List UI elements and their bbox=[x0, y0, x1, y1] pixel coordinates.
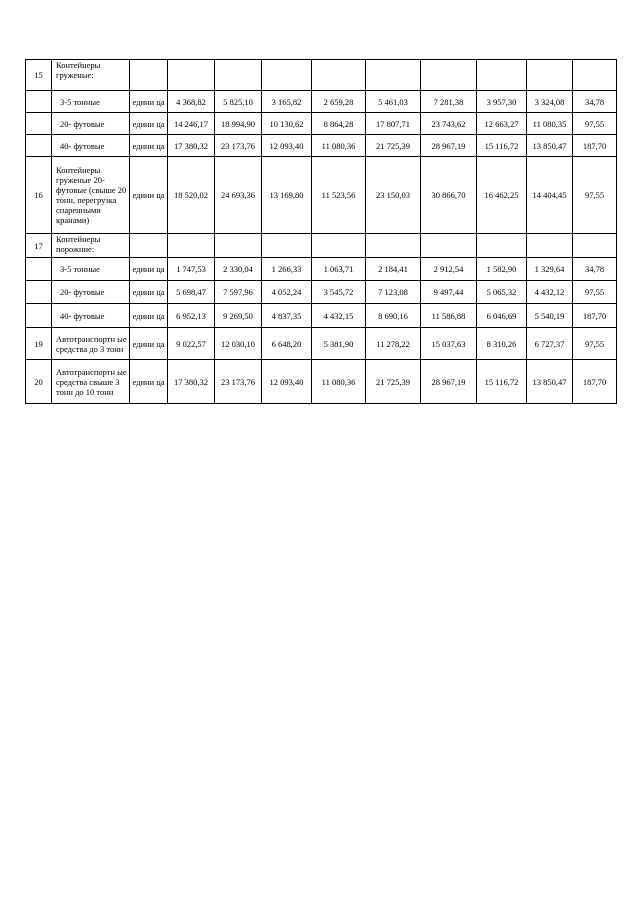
value-cell: 14 246,17 bbox=[168, 113, 215, 135]
row-number bbox=[26, 258, 52, 281]
value-cell: 3 957,30 bbox=[477, 91, 527, 113]
unit-cell: едини ца bbox=[130, 360, 168, 404]
value-cell: 7 281,38 bbox=[421, 91, 477, 113]
value-cell: 16 462,25 bbox=[477, 157, 527, 234]
value-cell: 17 807,71 bbox=[366, 113, 421, 135]
table-row bbox=[26, 113, 617, 135]
unit-cell: едини ца bbox=[130, 113, 168, 135]
value-cell: 7 123,08 bbox=[366, 281, 421, 304]
value-cell: 6 727,37 bbox=[527, 328, 573, 360]
row-name: Автотранспортн ые средства свыше 3 тонн до 10 тонн bbox=[52, 360, 130, 404]
value-cell: 5 065,32 bbox=[477, 281, 527, 304]
unit-cell: едини ца bbox=[130, 304, 168, 328]
value-cell: 9 022,57 bbox=[168, 328, 215, 360]
value-cell: 2 184,41 bbox=[366, 258, 421, 281]
table-row bbox=[26, 91, 617, 113]
value-cell bbox=[168, 234, 215, 258]
value-cell: 21 725,39 bbox=[366, 360, 421, 404]
unit-cell: едини ца bbox=[130, 135, 168, 157]
value-cell bbox=[215, 60, 262, 91]
value-cell: 21 725,39 bbox=[366, 135, 421, 157]
value-cell: 11 586,88 bbox=[421, 304, 477, 328]
value-cell: 97,55 bbox=[573, 157, 617, 234]
value-cell: 28 967,19 bbox=[421, 360, 477, 404]
value-cell: 6 046,69 bbox=[477, 304, 527, 328]
value-cell bbox=[312, 60, 366, 91]
value-cell: 10 130,62 bbox=[262, 113, 312, 135]
value-cell: 17 380,32 bbox=[168, 360, 215, 404]
value-cell: 11 523,56 bbox=[312, 157, 366, 234]
value-cell: 7 597,96 bbox=[215, 281, 262, 304]
value-cell: 4 837,35 bbox=[262, 304, 312, 328]
value-cell: 4 368,82 bbox=[168, 91, 215, 113]
value-cell: 17 380,32 bbox=[168, 135, 215, 157]
value-cell: 5 698,47 bbox=[168, 281, 215, 304]
value-cell bbox=[527, 234, 573, 258]
value-cell: 11 080,36 bbox=[312, 135, 366, 157]
row-name: 3-5 тонные bbox=[52, 258, 130, 281]
row-number bbox=[26, 281, 52, 304]
row-number: 19 bbox=[26, 328, 52, 360]
value-cell: 12 663,27 bbox=[477, 113, 527, 135]
value-cell bbox=[573, 60, 617, 91]
unit-cell: едини ца bbox=[130, 258, 168, 281]
unit-cell: едини ца bbox=[130, 328, 168, 360]
table-row bbox=[26, 60, 617, 91]
value-cell: 5 461,03 bbox=[366, 91, 421, 113]
unit-cell: едини ца bbox=[130, 91, 168, 113]
value-cell: 23 173,76 bbox=[215, 135, 262, 157]
value-cell: 5 540,19 bbox=[527, 304, 573, 328]
value-cell: 14 404,45 bbox=[527, 157, 573, 234]
row-name: Автотранспортн ые средства до 3 тонн bbox=[52, 328, 130, 360]
row-number: 15 bbox=[26, 60, 52, 91]
value-cell: 8 690,16 bbox=[366, 304, 421, 328]
value-cell: 2 912,54 bbox=[421, 258, 477, 281]
value-cell: 9 497,44 bbox=[421, 281, 477, 304]
tariff-table bbox=[25, 59, 617, 404]
value-cell: 24 693,36 bbox=[215, 157, 262, 234]
row-number bbox=[26, 113, 52, 135]
value-cell: 11 278,22 bbox=[366, 328, 421, 360]
value-cell bbox=[477, 60, 527, 91]
row-name: 20- футовые bbox=[52, 113, 130, 135]
table-row bbox=[26, 281, 617, 304]
value-cell: 12 030,10 bbox=[215, 328, 262, 360]
value-cell: 187,70 bbox=[573, 360, 617, 404]
value-cell: 3 545,72 bbox=[312, 281, 366, 304]
row-name: Контейнеры порожние: bbox=[52, 234, 130, 258]
value-cell: 18 994,90 bbox=[215, 113, 262, 135]
value-cell: 97,55 bbox=[573, 281, 617, 304]
table-row bbox=[26, 234, 617, 258]
row-name: 20- футовые bbox=[52, 281, 130, 304]
value-cell bbox=[477, 234, 527, 258]
value-cell: 15 116,72 bbox=[477, 360, 527, 404]
value-cell: 11 080,36 bbox=[312, 360, 366, 404]
value-cell bbox=[312, 234, 366, 258]
value-cell bbox=[168, 60, 215, 91]
value-cell bbox=[215, 234, 262, 258]
row-number bbox=[26, 135, 52, 157]
value-cell: 28 967,19 bbox=[421, 135, 477, 157]
value-cell bbox=[527, 60, 573, 91]
value-cell bbox=[366, 234, 421, 258]
row-name: 40- футовые bbox=[52, 304, 130, 328]
row-name: Контейнеры груженые: bbox=[52, 60, 130, 91]
row-name: 40- футовые bbox=[52, 135, 130, 157]
value-cell: 6 648,20 bbox=[262, 328, 312, 360]
value-cell: 23 173,76 bbox=[215, 360, 262, 404]
value-cell: 2 330,04 bbox=[215, 258, 262, 281]
value-cell: 3 324,08 bbox=[527, 91, 573, 113]
value-cell: 1 063,71 bbox=[312, 258, 366, 281]
value-cell: 15 116,72 bbox=[477, 135, 527, 157]
value-cell: 187,70 bbox=[573, 135, 617, 157]
value-cell: 97,55 bbox=[573, 113, 617, 135]
table-body bbox=[26, 60, 617, 404]
value-cell: 9 269,50 bbox=[215, 304, 262, 328]
value-cell: 1 747,53 bbox=[168, 258, 215, 281]
value-cell bbox=[262, 234, 312, 258]
row-number: 20 bbox=[26, 360, 52, 404]
value-cell: 6 952,13 bbox=[168, 304, 215, 328]
table-row bbox=[26, 258, 617, 281]
table-row bbox=[26, 304, 617, 328]
table-row bbox=[26, 328, 617, 360]
value-cell: 1 582,90 bbox=[477, 258, 527, 281]
value-cell: 1 329,64 bbox=[527, 258, 573, 281]
value-cell: 4 432,12 bbox=[527, 281, 573, 304]
value-cell: 30 866,70 bbox=[421, 157, 477, 234]
value-cell bbox=[262, 60, 312, 91]
row-number bbox=[26, 91, 52, 113]
value-cell: 18 520,02 bbox=[168, 157, 215, 234]
value-cell: 12 093,40 bbox=[262, 135, 312, 157]
value-cell: 13 850,47 bbox=[527, 135, 573, 157]
value-cell: 187,70 bbox=[573, 304, 617, 328]
value-cell bbox=[366, 60, 421, 91]
value-cell: 23 150,03 bbox=[366, 157, 421, 234]
row-number bbox=[26, 304, 52, 328]
value-cell: 34,78 bbox=[573, 91, 617, 113]
value-cell: 4 052,24 bbox=[262, 281, 312, 304]
value-cell bbox=[573, 234, 617, 258]
unit-cell: едини ца bbox=[130, 281, 168, 304]
value-cell: 3 165,82 bbox=[262, 91, 312, 113]
table-row bbox=[26, 360, 617, 404]
value-cell: 2 659,28 bbox=[312, 91, 366, 113]
value-cell: 11 080,35 bbox=[527, 113, 573, 135]
row-name: 3-5 тонные bbox=[52, 91, 130, 113]
value-cell: 23 743,62 bbox=[421, 113, 477, 135]
value-cell: 34,78 bbox=[573, 258, 617, 281]
value-cell: 5 381,90 bbox=[312, 328, 366, 360]
value-cell: 4 432,15 bbox=[312, 304, 366, 328]
value-cell: 8 310,26 bbox=[477, 328, 527, 360]
table-row bbox=[26, 157, 617, 234]
row-number: 16 bbox=[26, 157, 52, 234]
value-cell: 1 266,33 bbox=[262, 258, 312, 281]
unit-cell bbox=[130, 60, 168, 91]
value-cell: 97,55 bbox=[573, 328, 617, 360]
value-cell: 8 864,28 bbox=[312, 113, 366, 135]
row-name: Контейнеры груженые 20-футовые (свыше 20 тонн, перегрузка спаренными кранами) bbox=[52, 157, 130, 234]
unit-cell: едини ца bbox=[130, 157, 168, 234]
value-cell: 13 850,47 bbox=[527, 360, 573, 404]
value-cell bbox=[421, 60, 477, 91]
unit-cell bbox=[130, 234, 168, 258]
row-number: 17 bbox=[26, 234, 52, 258]
value-cell: 12 093,40 bbox=[262, 360, 312, 404]
value-cell bbox=[421, 234, 477, 258]
table-row bbox=[26, 135, 617, 157]
value-cell: 5 825,10 bbox=[215, 91, 262, 113]
value-cell: 13 169,80 bbox=[262, 157, 312, 234]
value-cell: 15 037,63 bbox=[421, 328, 477, 360]
